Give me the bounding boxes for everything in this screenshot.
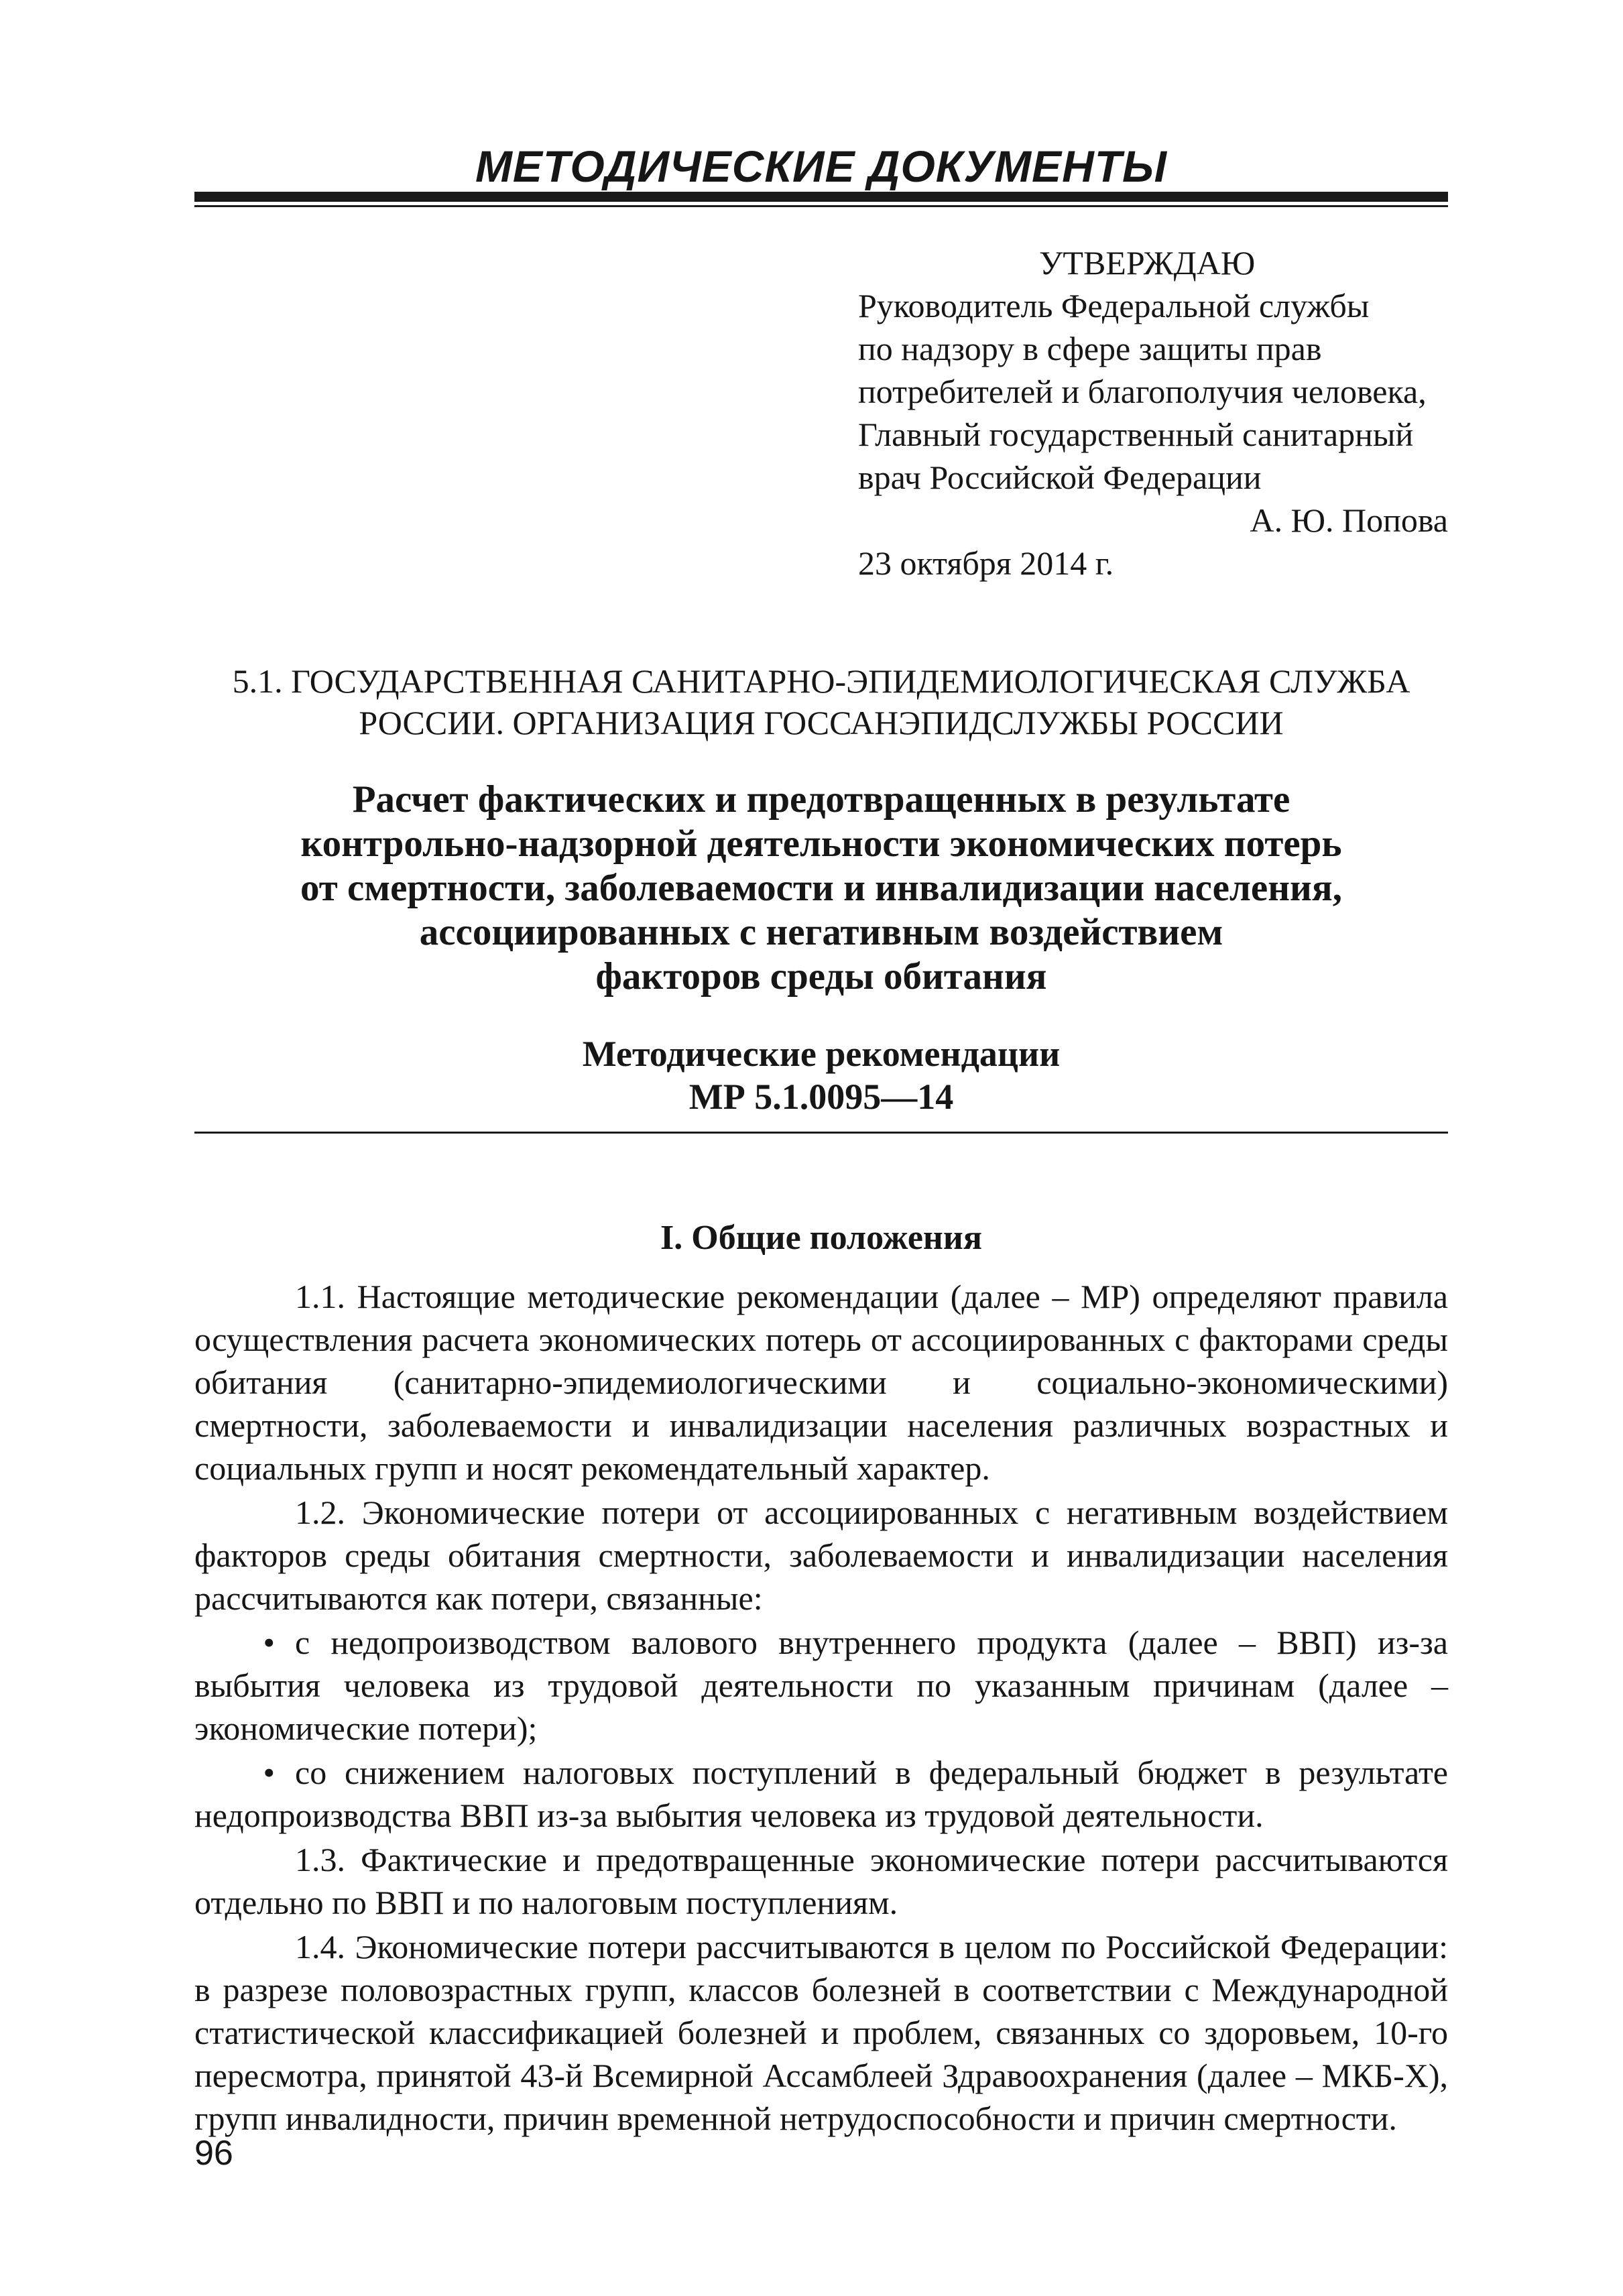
paragraph: 1.1. Настоящие методические рекомендации (далее – МР) определяют правила осуществления расчета экономических потерь от ассоциированных с факторами среды обитания (санитарно-эпидемиологическими и социально-экономическими) смертности, заболеваемости и инвалидизации населения различных возрастных и социальных групп и носят рекомендательный характер. [194, 1278, 1448, 1487]
paragraph: 1.2. Экономические потери от ассоциированных с негативным воздействием факторов среды обитания смертности, заболеваемости и инвалидизации населения рассчитываются как потери, связанные: [194, 1494, 1448, 1617]
title-line: контрольно-надзорной деятельности экономических потерь [300, 823, 1342, 865]
section-body [194, 1275, 1448, 2141]
paragraph: 1.4. Экономические потери рассчитываются в целом по Российской Федерации: в разрезе половозрастных групп, классов болезней в соответствии с Международной статистической классификацией болезней и проблем, связанных со здоровьем, 10-го пересмотра, принятой 43-й Всемирной Ассамблеей Здравоохранения (далее – МКБ-Х), групп инвалидности, причин временной нетрудоспособности и причин смертности. [194, 1928, 1448, 2137]
header-rule-thick [194, 192, 1448, 202]
paragraph: 1.3. Фактические и предотвращенные экономические потери рассчитываются отдельно по ВВП и по налоговым поступлениям. [194, 1841, 1448, 1921]
bullet-icon: • [263, 1624, 275, 1661]
title-line: Расчет фактических и предотвращенных в результате [352, 778, 1290, 821]
document-category [194, 660, 1448, 743]
bullet-item [194, 1621, 1448, 1750]
approval-heading: УТВЕРЖДАЮ [1039, 244, 1256, 282]
title-line: факторов среды обитания [595, 955, 1047, 998]
approval-block [858, 241, 1448, 585]
title-line: от смертности, заболеваемости и инвалидизации населения, [300, 867, 1342, 909]
bullet-icon: • [263, 1754, 275, 1791]
approval-line: врач Российской Федерации [858, 459, 1262, 496]
approval-date: 23 октября 2014 г. [858, 544, 1114, 582]
bullet-text: со снижением налоговых поступлений в федеральный бюджет в результате недопроизводства ВВП из-за выбытия человека из трудовой деятельности. [194, 1754, 1448, 1834]
bullet-item [194, 1751, 1448, 1837]
approval-line: Руководитель Федеральной службы [858, 287, 1370, 324]
category-line: РОССИИ. ОРГАНИЗАЦИЯ ГОССАНЭПИДСЛУЖБЫ РОССИИ [359, 704, 1284, 741]
approval-signer: А. Ю. Попова [1250, 501, 1448, 539]
journal-section-title: МЕТОДИЧЕСКИЕ ДОКУМЕНТЫ [475, 141, 1168, 191]
page-number: 96 [194, 2134, 233, 2173]
document-title [194, 778, 1448, 999]
approval-line: Главный государственный санитарный [858, 416, 1414, 453]
section-heading: I. Общие положения [660, 1219, 982, 1257]
approval-line: по надзору в сфере защиты прав [858, 330, 1322, 367]
header-rule-thin [194, 205, 1448, 207]
document-type: Методические рекомендации [582, 1034, 1061, 1074]
category-line: 5.1. ГОСУДАРСТВЕННАЯ САНИТАРНО-ЭПИДЕМИОЛОГИЧЕСКАЯ СЛУЖБА [232, 662, 1410, 700]
document-type-block [194, 1032, 1448, 1118]
document-number: МР 5.1.0095—14 [688, 1077, 954, 1117]
title-rule [194, 1132, 1448, 1134]
title-line: ассоциированных с негативным воздействием [419, 911, 1223, 953]
bullet-text: с недопроизводством валового внутреннего продукта (далее – ВВП) из-за выбытия человека из трудовой деятельности по указанным причинам (далее – экономические потери); [194, 1624, 1448, 1747]
approval-line: потребителей и благополучия человека, [858, 373, 1427, 410]
